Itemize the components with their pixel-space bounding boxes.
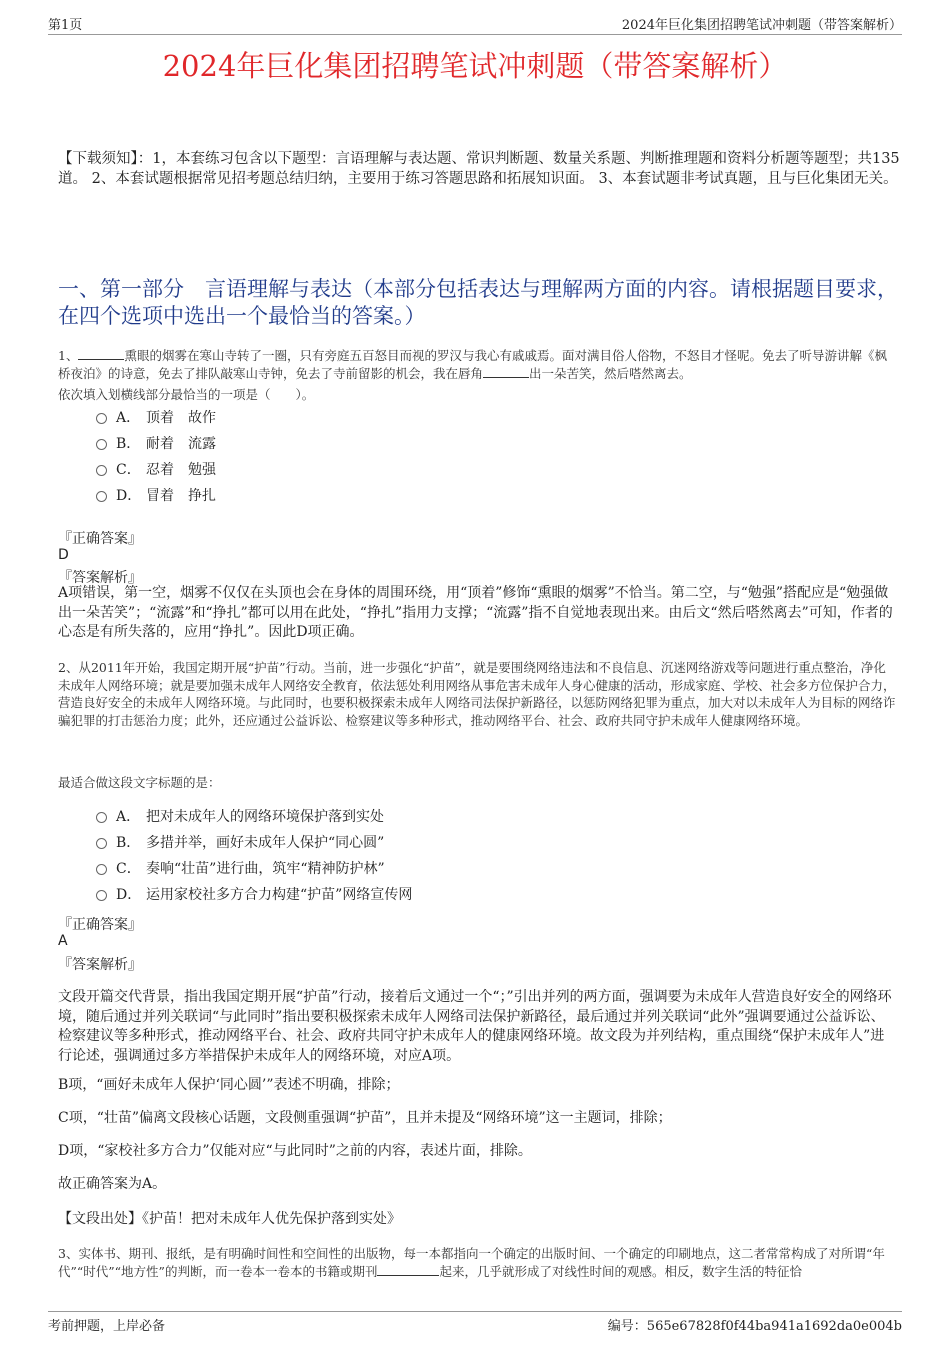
analysis-label: 『答案解析』	[58, 570, 142, 586]
question-1-text	[58, 347, 898, 382]
question-2-text: 2、从2011年开始，我国定期开展“护苗”行动。当前，进一步强化“护苗”，就是要围绕网络违法和不良信息、沉迷网络游戏等问题进行重点整治，净化未成年人网络环境；就是要加强未成年人网络安全教育，依法惩处利用网络从事危害未成年人身心健康的活动，形成家庭、学校、社会多方位保护合力，营造良好安全的未成年人网络环境。与此同时，也要积极探索未成年人网络司法保护新路径，以惩防网络犯罪为重点，加大对以未成年人为目标的网络诈骗犯罪的打击惩治力度；此外，还应通过公益诉讼、检察建议等多种形式，推动网络平台、社会、政府共同守护未成年人健康网络环境。	[58, 660, 896, 728]
option-b[interactable]: B． 多措并举，画好未成年人保护“同心圆”	[96, 830, 796, 856]
analysis-paragraph: 故正确答案为A。	[58, 1176, 167, 1192]
question-1-part2: 出一朵苦笑，然后嗒然离去。	[529, 365, 692, 381]
footer-doc-id: 编号：565e67828f0f44ba941a1692da0e004b	[607, 1319, 902, 1334]
download-notice: 【下载须知】：1，本套练习包含以下题型：言语理解与表达题、常识判断题、数量关系题、判断推理题和资料分析题等题型；共135道。 2、本套试题根据常见招考题总结归纳，主要用于练习答题思路和拓展知识面。 3、本套试题非考试真题，且与巨化集团无关。	[58, 151, 900, 187]
question-2-stem: 最适合做这段文字标题的是：	[58, 775, 221, 790]
question-number: 1、	[58, 348, 79, 363]
fill-blank	[78, 347, 124, 360]
question-number: 2、	[58, 660, 79, 675]
question-1-stem: 依次填入划横线部分最恰当的一项是（ ）。	[58, 387, 315, 402]
question-number: 3、	[58, 1246, 79, 1261]
radio-icon[interactable]	[96, 812, 107, 823]
correct-answer: D	[58, 547, 69, 563]
option-d[interactable]: D． 冒着 挣扎	[96, 483, 796, 509]
question-1-analysis: A项错误，第一空，烟雾不仅仅在头顶也会在身体的周围环绕，用“顶着”修饰“熏眼的烟雾”不恰当。第二空，与“勉强”搭配应是“勉强做出一朵苦笑”；“流露”和“挣扎”都可以用在此处，“挣扎”指用力支撑；“流露”指不自觉地表现出来。由后文“然后嗒然离去”可知，作者的心态是有所失落的，应用“挣扎”。因此D项正确。	[58, 585, 893, 640]
radio-icon[interactable]	[96, 864, 107, 875]
correct-answer: A	[58, 933, 68, 949]
option-b[interactable]: B． 耐着 流露	[96, 431, 796, 457]
question-1-part1: 熏眼的烟雾在寒山寺转了一圈，只有旁庭五百怒目而视的罗汉与我心有戚戚焉。面对满目俗人俗物，不怒目才怪呢。免去了听导游讲解《枫桥夜泊》的诗意，免去了排队敲寒山寺钟，免去了寺前留影的机会，我在唇角	[58, 348, 887, 381]
analysis-paragraph: 文段开篇交代背景，指出我国定期开展“护苗”行动，接着后文通过一个“；”引出并列的两方面，强调要为未成年人营造良好安全的网络环境，随后通过并列关联词“与此同时”指出要积极探索未成年人网络司法保护新路径，最后通过并列关联词“此外”强调要通过公益诉讼、检察建议等多种形式，推动网络平台、社会、政府共同守护未成年人的健康网络环境。故文段为并列结构，重点围绕“保护未成年人”进行论述，强调通过多方举措保护未成年人的网络环境，对应A项。	[58, 989, 892, 1064]
question-3-text: 3、实体书、期刊、报纸，是有明确时间性和空间性的出版物，每一本都指向一个确定的出版时间、一个确定的印刷地点，这二者常常构成了对所谓“年代”“时代”“地方性”的判断，而一卷本一卷本的书籍或期刊 起来，几乎就形成了对线性时间的观感。相反，数字生活的特征恰	[58, 1246, 885, 1279]
page-footer	[48, 1311, 902, 1332]
question-1-options	[96, 405, 796, 509]
correct-answer-label: 『正确答案』	[58, 917, 142, 933]
section-title: 一、第一部分 言语理解与表达（本部分包括表达与理解两方面的内容。请根据题目要求，在四个选项中选出一个最恰当的答案。）	[58, 277, 898, 328]
analysis-paragraph: B项，“画好未成年人保护‘同心圆’”表述不明确，排除；	[58, 1077, 400, 1093]
option-c[interactable]: C． 奏响“壮苗”进行曲，筑牢“精神防护林”	[96, 856, 796, 882]
option-a[interactable]: A． 顶着 故作	[96, 405, 796, 431]
option-c[interactable]: C． 忍着 勉强	[96, 457, 796, 483]
fill-blank	[377, 1263, 439, 1276]
analysis-paragraph: D项，“家校社多方合力”仅能对应“与此同时”之前的内容，表述片面，排除。	[58, 1143, 532, 1159]
radio-icon[interactable]	[96, 838, 107, 849]
document-title: 2024年巨化集团招聘笔试冲刺题（带答案解析）	[162, 49, 788, 83]
page-number: 第1页	[48, 18, 83, 33]
page-header	[48, 14, 902, 35]
correct-answer-label: 『正确答案』	[58, 531, 142, 547]
question-2-options	[96, 804, 796, 908]
analysis-label: 『答案解析』	[58, 957, 142, 973]
radio-icon[interactable]	[96, 413, 107, 424]
header-doc-title: 2024年巨化集团招聘笔试冲刺题（带答案解析）	[621, 18, 902, 33]
radio-icon[interactable]	[96, 491, 107, 502]
radio-icon[interactable]	[96, 465, 107, 476]
radio-icon[interactable]	[96, 890, 107, 901]
radio-icon[interactable]	[96, 439, 107, 450]
analysis-paragraph: C项，“壮苗”偏离文段核心话题，文段侧重强调“护苗”，且并未提及“网络环境”这一主题词，排除；	[58, 1110, 672, 1126]
source-note: 【文段出处】《护苗！把对未成年人优先保护落到实处》	[58, 1211, 401, 1227]
option-a[interactable]: A． 把对未成年人的网络环境保护落到实处	[96, 804, 796, 830]
option-d[interactable]: D． 运用家校社多方合力构建“护苗”网络宣传网	[96, 882, 796, 908]
footer-slogan: 考前押题，上岸必备	[48, 1319, 166, 1334]
fill-blank	[483, 365, 529, 378]
